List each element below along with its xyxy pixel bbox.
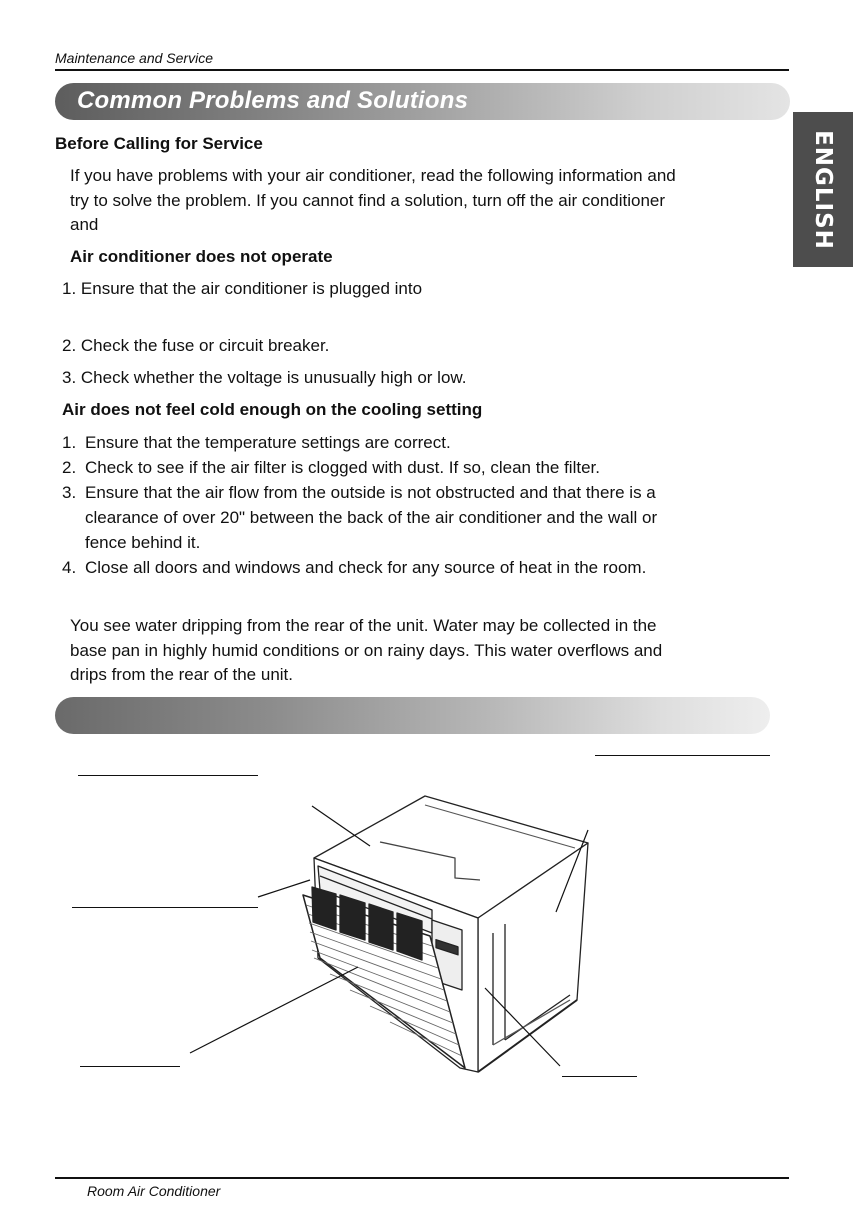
- item-line: Check to see if the air filter is clogged with dust. If so, clean the filter.: [85, 458, 600, 477]
- item-line: clearance of over 20" between the back of the air conditioner and the wall or: [85, 508, 658, 527]
- item-line: Close all doors and windows and check for any source of heat in the room.: [85, 558, 647, 577]
- item-number: 2.: [62, 458, 77, 477]
- item-line: Ensure that the air flow from the outside is not obstructed and that there is a: [85, 483, 656, 502]
- water-line: base pan in highly humid conditions or on rainy days. This water overflows and: [70, 640, 663, 660]
- footer-rule: [55, 1177, 789, 1179]
- item-line: Ensure that the temperature settings are correct.: [85, 433, 451, 452]
- no-operate-heading: Air conditioner does not operate: [70, 247, 333, 266]
- no-operate-item-2: 2. Check the fuse or circuit breaker.: [62, 336, 330, 355]
- item-line: fence behind it.: [85, 533, 201, 552]
- item-number: 3.: [62, 483, 77, 502]
- intro-line: If you have problems with your air conditioner, read the following information and: [70, 166, 676, 185]
- page-title: Common Problems and Solutions: [77, 87, 469, 114]
- water-line: drips from the rear of the unit.: [70, 665, 293, 684]
- not-cold-heading: Air does not feel cold enough on the cooling setting: [62, 400, 483, 419]
- footer-title: Room Air Conditioner: [87, 1183, 221, 1199]
- no-operate-item-1: 1. Ensure that the air conditioner is plugged into: [62, 279, 423, 298]
- section-header: Maintenance and Service: [55, 50, 213, 66]
- intro-line: try to solve the problem. If you cannot find a solution, turn off the air conditioner: [70, 190, 666, 210]
- item-number: 1.: [62, 433, 77, 452]
- language-tab-label: ENGLISH: [810, 129, 836, 250]
- item-number: 4.: [62, 558, 77, 577]
- intro-line: and: [70, 215, 99, 234]
- no-operate-item-3: 3. Check whether the voltage is unusually high or low.: [62, 368, 467, 387]
- water-line: You see water dripping from the rear of the unit. Water may be collected in the: [70, 616, 657, 635]
- before-calling-heading: Before Calling for Service: [55, 134, 263, 153]
